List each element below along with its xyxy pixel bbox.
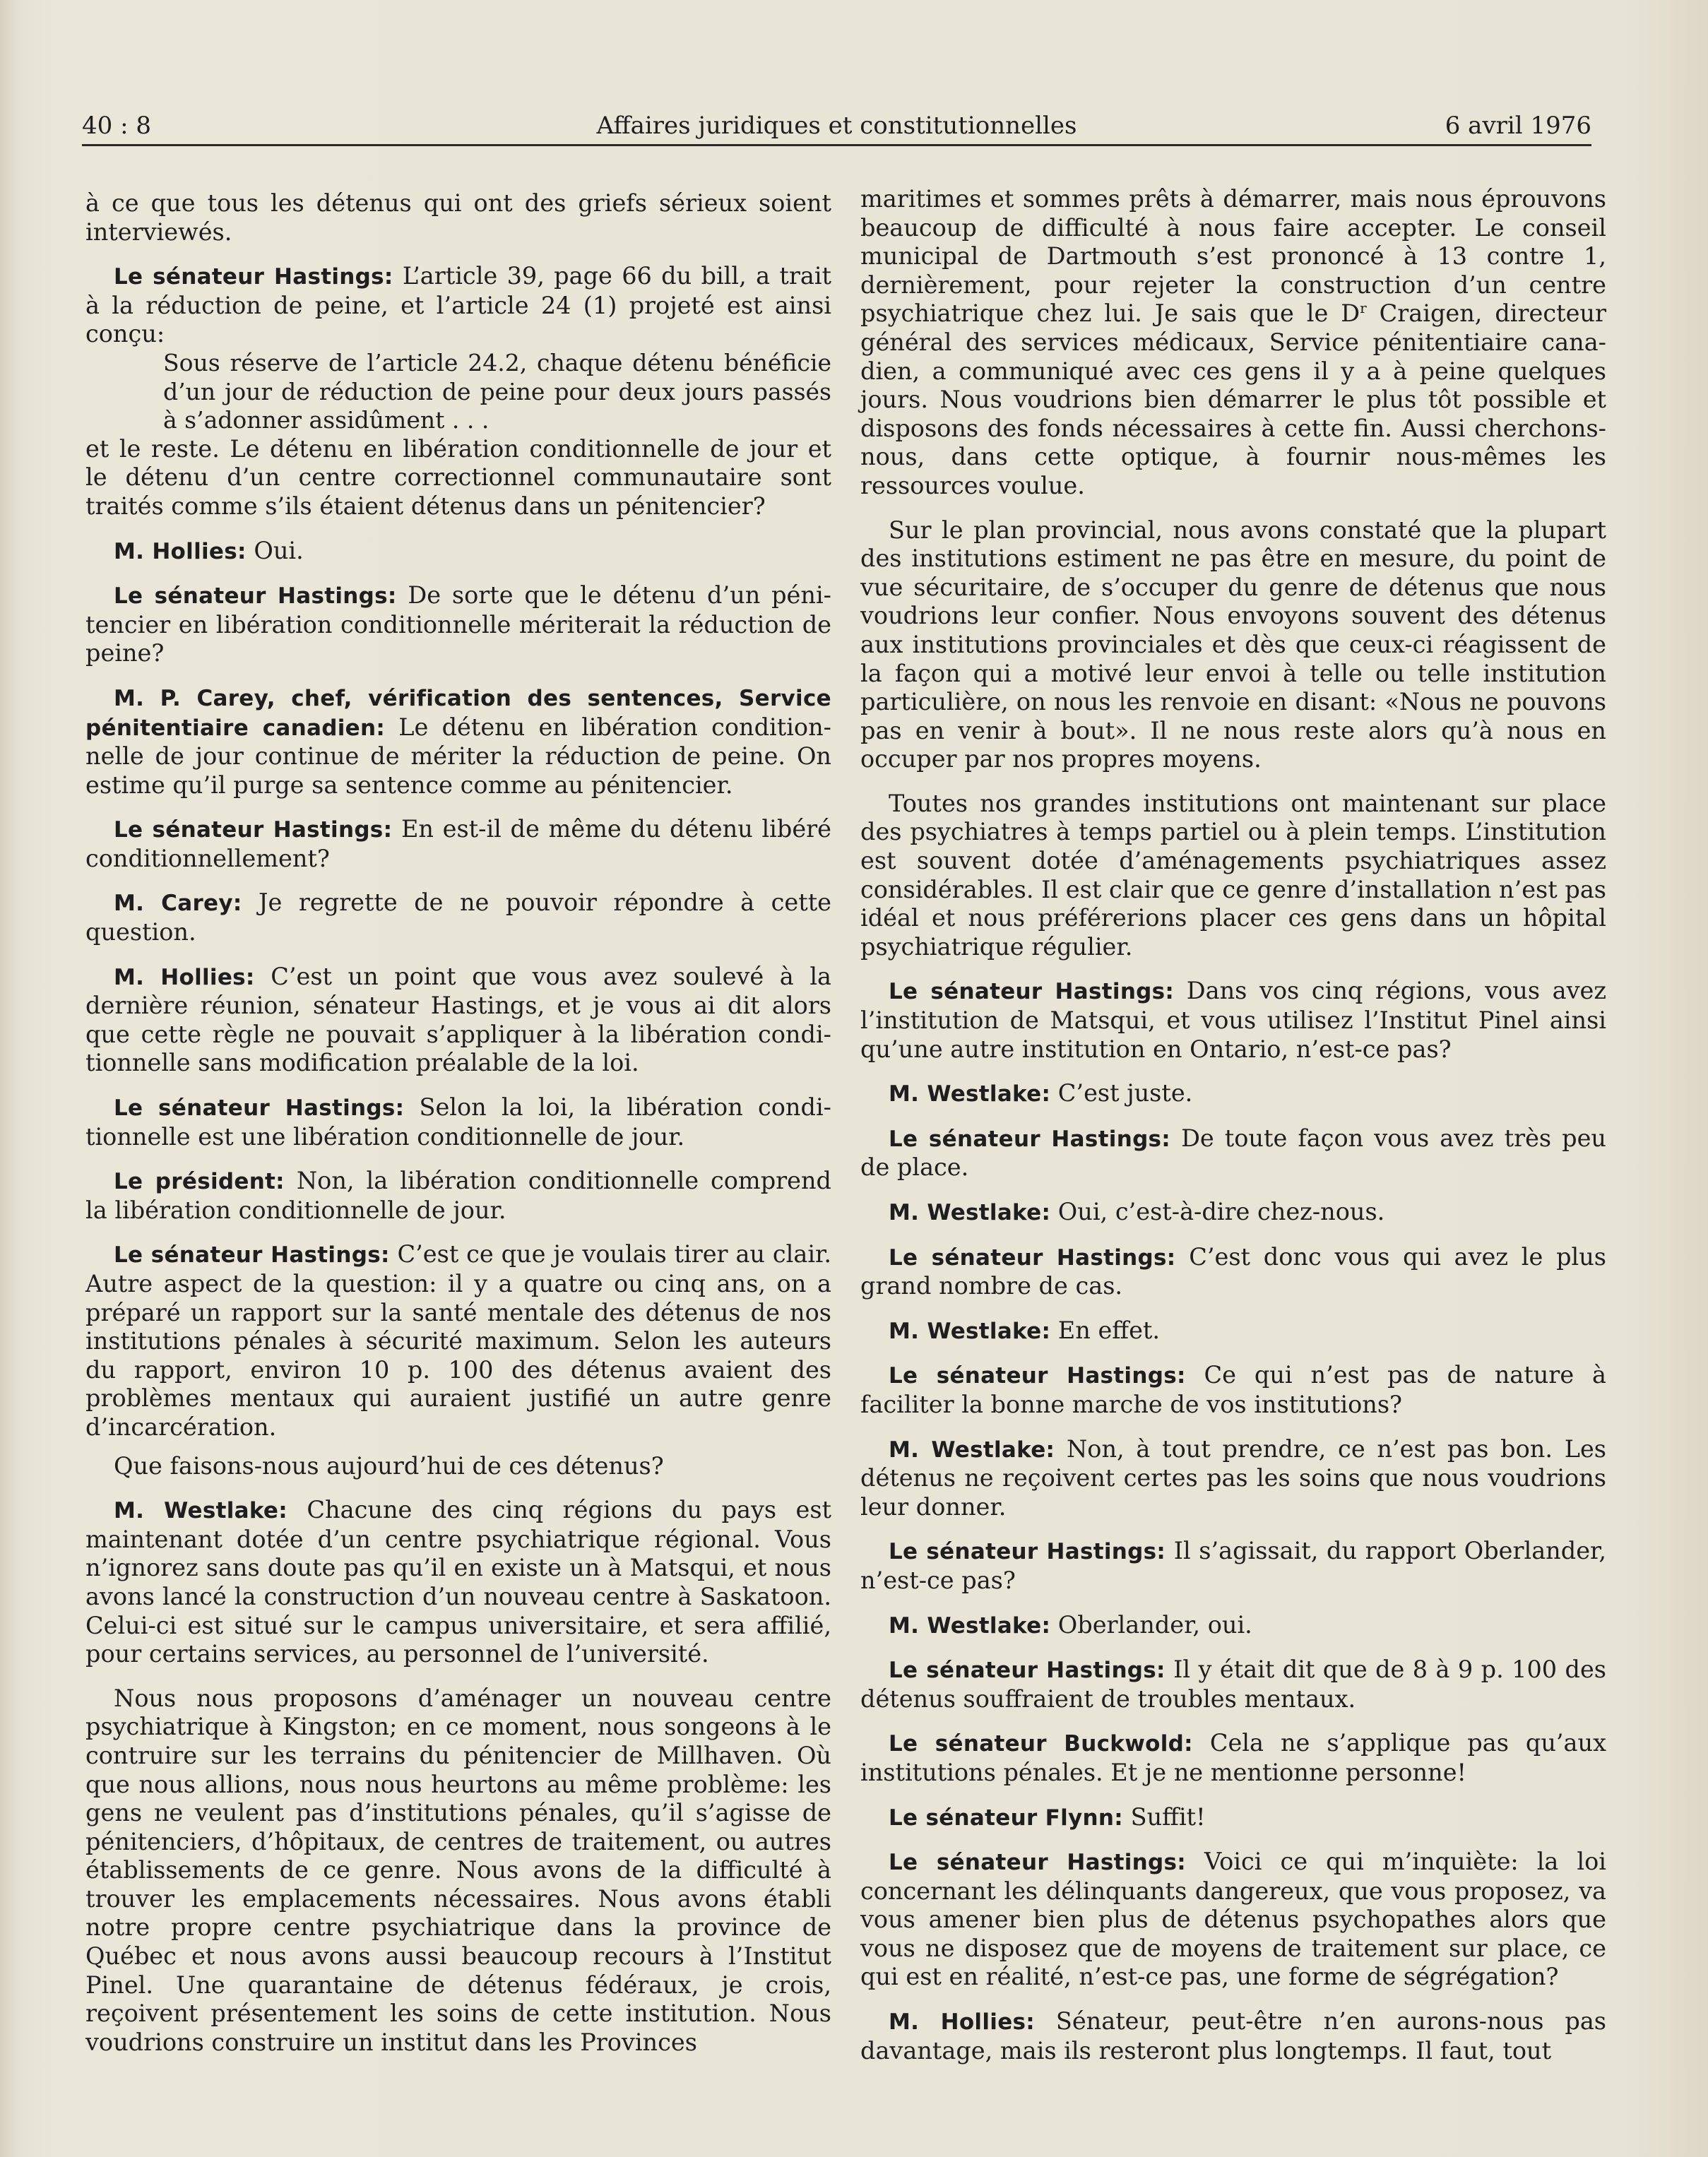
- paragraph: Sur le plan provincial, nous avons constaté que la plupart des institutions estiment ne pas être en mesure, du point de vue sécuritaire, de s’occuper du genre de détenus que nous voudrions leur confier. Nous envoyons souvent des détenus aux institutions provinciales et dès que ceux-ci réagissent de la façon qui a motivé leur envoi à telle ou telle institution particulière, on nous les renvoie en disant: «Nous ne pouvons pas en venir à bout». Il ne nous reste alors qu’à nous en occuper par nos propres moyens.: [860, 516, 1606, 773]
- paragraph: M. Westlake: Chacune des cinq régions du pays est maintenant dotée d’un centre psychiatrique régional. Vous n’ignorez sans doute pas qu’il en existe un à Matsqui, et nous avons lancé la construction d’un nouveau centre à Saskatoon. Celui-ci est situé sur le campus universitaire, et sera affilié, pour certains services, au personnel de l’université.: [85, 1496, 831, 1668]
- running-title: Affaires juridiques et constitutionnelles: [596, 112, 1077, 140]
- speaker-name: Le sénateur Hastings:: [889, 1850, 1186, 1876]
- speaker-name: M. Hollies:: [889, 2009, 1035, 2036]
- block-quote: Sous réserve de l’article 24.2, chaque détenu bénéficie d’un jour de réduction de peine pour deux jours passés à s’adonner assidûment . . .: [163, 348, 831, 434]
- paragraph: maritimes et sommes prêts à démarrer, mais nous éprouvons beaucoup de difficulté à nous faire accepter. Le conseil municipal de Dartmouth s’est prononcé à 13 contre 1, dernièrement, pour rejeter la construction d’un centre psychiatrique chez lui. Je sais que le $D^r$ Craigen, directeur général des services médicaux, Service pénitentiaire canadien, a communiqué avec ces gens il y a à peine quelques jours. Nous voudrions bien démarrer le plus tôt possible et disposons des fonds nécessaires à cette fin. Aussi cherchons-nous, dans cette optique, à fournir nous-mêmes les ressources voulue.: [860, 185, 1606, 499]
- speaker-name: M. Westlake:: [889, 1081, 1051, 1107]
- paragraph: Le sénateur Hastings: C’est ce que je voulais tirer au clair. Autre aspect de la question: il y a quatre ou cinq ans, on a préparé un rapport sur la santé mentale des détenus de nos institutions pénales à sécurité maximum. Selon les auteurs du rapport, environ 10 p. 100 des détenus avaient des problèmes mentaux qui auraient justifié un autre genre d’incarcération.: [85, 1240, 832, 1441]
- left-column: [85, 189, 831, 2072]
- speaker-name: Le sénateur Hastings:: [114, 817, 393, 843]
- page-header: [82, 103, 1591, 146]
- paragraph: Le sénateur Flynn: Suffit!: [889, 1802, 1206, 1831]
- speaker-name: Le sénateur Hastings:: [114, 583, 397, 610]
- speaker-name: M. Hollies:: [114, 964, 255, 990]
- speaker-name: Le sénateur Hastings:: [889, 1658, 1166, 1684]
- paragraph: M. P. Carey, chef, vérification des sentences, Service pénitentiaire canadien: Le détenu en libération conditionnelle de jour continue de mériter la réduction de peine. On estime qu’il purge sa sentence comme au pénitencier.: [85, 685, 831, 799]
- paragraph: Le sénateur Hastings: En est-il de même du détenu libéré conditionnellement?: [85, 815, 831, 872]
- speaker-name: M. Westlake:: [889, 1318, 1051, 1344]
- paragraph: Le sénateur Hastings: C’est donc vous qui avez le plus grand nombre de cas.: [860, 1242, 1607, 1300]
- paragraph: M. Westlake: Oberlander, oui.: [889, 1610, 1252, 1639]
- speaker-name: Le sénateur Hastings:: [114, 1095, 405, 1122]
- speaker-name: M. Carey:: [114, 891, 242, 917]
- paragraph: M. Westlake: En effet.: [889, 1316, 1161, 1344]
- paragraph: à ce que tous les détenus qui ont des griefs sérieux soient interviewés.: [85, 189, 831, 246]
- paragraph: Le président: Non, la libération conditionnelle comprend la libération conditionnelle de jour.: [85, 1167, 831, 1224]
- speaker-name: M. Westlake:: [114, 1498, 287, 1524]
- paragraph: Le sénateur Hastings: Dans vos cinq régions, vous avez l’institution de Matsqui, et vous utilisez l’Institut Pinel ainsi qu’une autre institution en Ontario, n’est-ce pas?: [860, 977, 1606, 1063]
- speaker-name: Le sénateur Hastings:: [889, 1539, 1166, 1565]
- speaker-name: Le sénateur Hastings:: [889, 979, 1175, 1005]
- speaker-name: M. Hollies:: [114, 538, 247, 564]
- right-column: [860, 185, 1606, 2081]
- paragraph: M. Westlake: Non, à tout prendre, ce n’est pas bon. Les détenus ne reçoivent certes pas les soins que nous voudrions leur donner.: [860, 1434, 1606, 1521]
- paragraph: M. Westlake: Oui, c’est-à-dire chez-nous.: [889, 1198, 1385, 1225]
- speaker-name: M. P. Carey, chef, vérification des sentences, Service pénitentiaire canadien:: [85, 685, 831, 741]
- paragraph: Le sénateur Hastings: De toute façon vous avez très peu de place.: [860, 1124, 1607, 1182]
- paragraph: M. Hollies: C’est un point que vous avez soulevé à la dernière réunion, sénateur Hastings, et je vous ai dit alors que cette règle ne pouvait s’appliquer à la libération conditionnelle sans modification préalable de la loi.: [85, 962, 832, 1077]
- paragraph: Le sénateur Hastings: Il y était dit que de 8 à 9 p. 100 des détenus souffraient de troubles mentaux.: [860, 1656, 1606, 1713]
- speaker-name: Le sénateur Hastings:: [889, 1244, 1176, 1271]
- paragraph: Le sénateur Hastings: Ce qui n’est pas de nature à faciliter la bonne marche de vos institutions?: [860, 1361, 1606, 1418]
- speaker-name: Le sénateur Hastings:: [114, 1242, 390, 1268]
- speaker-name: Le sénateur Hastings:: [889, 1126, 1171, 1152]
- paragraph: M. Carey: Je regrette de ne pouvoir répondre à cette question.: [85, 889, 831, 946]
- speaker-name: M. Westlake:: [889, 1200, 1051, 1225]
- header-date: 6 avril 1976: [1445, 112, 1591, 140]
- speaker-name: Le président:: [114, 1169, 285, 1195]
- paragraph: Le sénateur Hastings: Selon la loi, la libération conditionnelle est une libération conditionnelle de jour.: [85, 1093, 831, 1151]
- paragraph: Que faisons-nous aujourd’hui de ces détenus?: [114, 1451, 664, 1480]
- speaker-name: Le sénateur Hastings:: [889, 1363, 1186, 1389]
- paragraph: Le sénateur Hastings: L’article 39, page 66 du bill, a trait à la réduction de peine, et l’article 24 (1) projeté est ainsi conçu:: [85, 262, 832, 348]
- paragraph: Le sénateur Hastings: Il s’agissait, du rapport Oberlander, n’est-ce pas?: [860, 1537, 1606, 1594]
- speaker-name: Le sénateur Hastings:: [114, 264, 393, 290]
- paragraph: Le sénateur Buckwold: Cela ne s’applique pas qu’aux institutions pénales. Et je ne mentionne personne!: [860, 1729, 1606, 1786]
- paragraph: M. Westlake: C’est juste.: [889, 1079, 1193, 1107]
- speaker-name: Le sénateur Buckwold:: [889, 1731, 1193, 1757]
- page-number: 40 : 8: [82, 112, 151, 140]
- paragraph: Le sénateur Hastings: Voici ce qui m’inquiète: la loi concernant les délinquants dangereux, que vous proposez, va vous amener bien plus de détenus psychopathes alors que vous ne disposez que de moyens de traitement sur place, ce qui est en réalité, n’est-ce pas, une forme de ségrégation?: [860, 1848, 1607, 1991]
- paragraph: Le sénateur Hastings: De sorte que le détenu d’un pénitencier en libération conditionnelle mériterait la réduction de peine?: [85, 581, 831, 667]
- paragraph: M. Hollies: Oui.: [114, 536, 304, 564]
- speaker-name: M. Westlake:: [889, 1612, 1051, 1639]
- paragraph: Toutes nos grandes institutions ont maintenant sur place des psychiatres à temps partiel ou à plein temps. L’institution est souvent dotée d’aménagements psychiatriques assez considérables. Il est clair que ce genre d’installation n’est pas idéal et nous préférerions placer ces gens dans un hôpital psychiatrique régulier.: [860, 789, 1606, 961]
- speaker-name: Le sénateur Flynn:: [889, 1805, 1123, 1831]
- paragraph: M. Hollies: Sénateur, peut-être n’en aurons-nous pas davantage, mais ils resteront plus longtemps. Il faut, tout: [860, 2007, 1606, 2064]
- paragraph: Nous nous proposons d’aménager un nouveau centre psychiatrique à Kingston; en ce moment, nous songeons à le contruire sur les terrains du pénitencier de Millhaven. Où que nous allions, nous nous heurtons au même problème: les gens ne veulent pas d’institutions pénales, qu’il s’agisse de pénitenciers, d’hôpitaux, de centres de traitement, ou autres établissements de ce genre. Nous avons de la difficulté à trouver les emplacements nécessaires. Nous avons établi notre propre centre psychiatrique dans la province de Québec et nous avons aussi beaucoup recours à l’Institut Pinel. Une quarantaine de détenus fédéraux, je crois, reçoivent présentement les soins de cette institution. Nous voudrions construire un institut dans les Provinces: [85, 1684, 831, 2056]
- speaker-name: M. Westlake:: [889, 1437, 1055, 1463]
- paragraph: et le reste. Le détenu en libération conditionnelle de jour et le détenu d’un centre correctionnel communautaire sont traités comme s’ils étaient détenus dans un pénitencier?: [85, 434, 831, 520]
